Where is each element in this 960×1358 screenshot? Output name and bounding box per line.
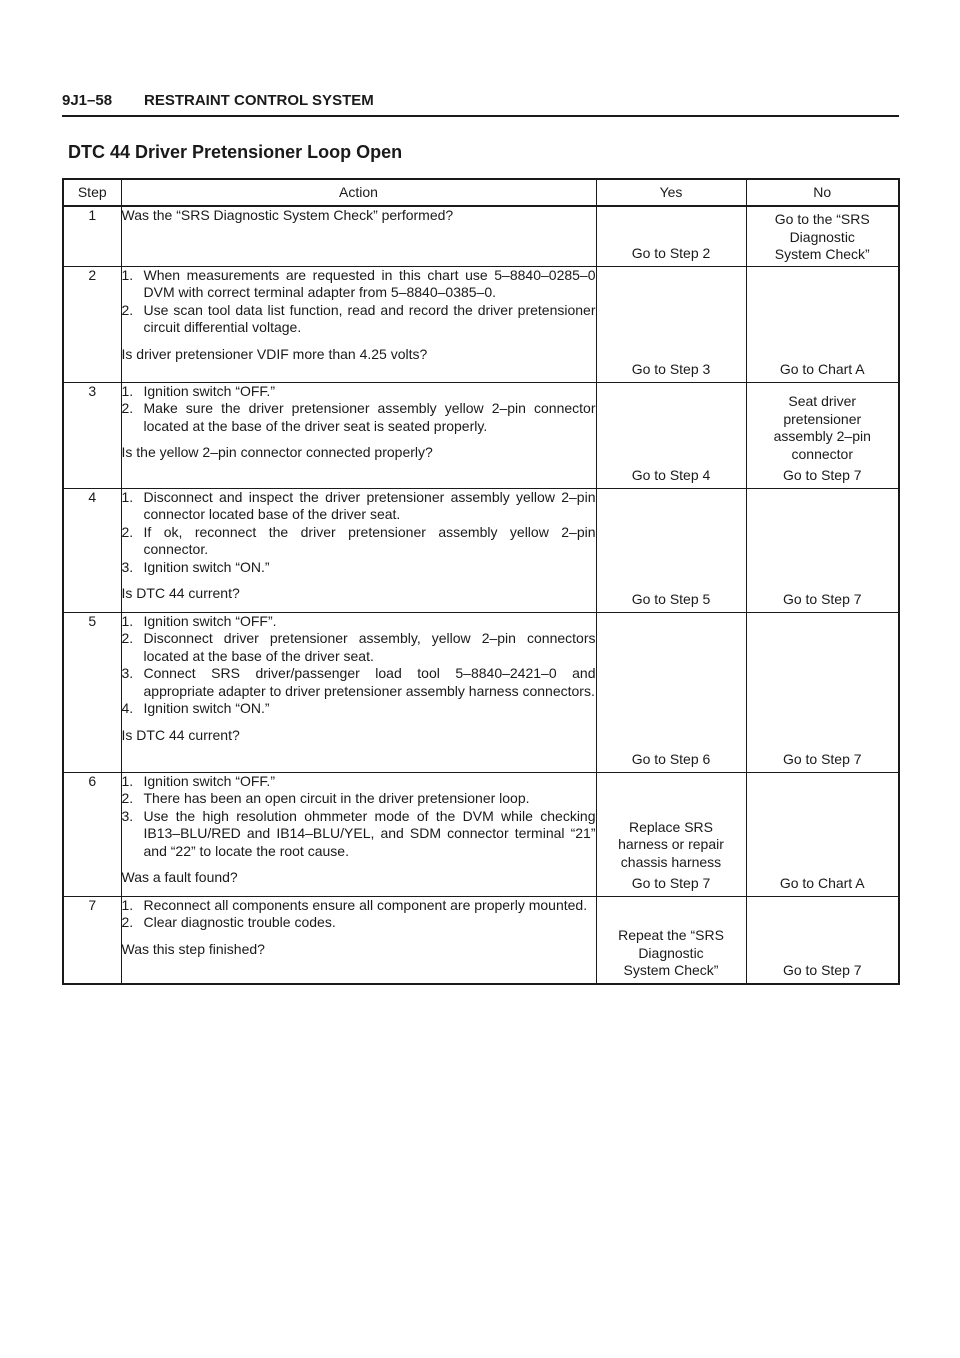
no-note-line: connector [791,445,853,462]
instruction-item [122,897,596,915]
yes-note [597,819,746,872]
no-cell [746,896,899,984]
instruction-text: There has been an open circuit in the driver pretensioner loop. [143,790,530,806]
table-header-row [63,179,899,206]
action-cell [121,488,596,612]
instruction-number: 4. [121,700,134,716]
step-number: 5 [63,612,121,772]
instruction-item [122,489,596,524]
instruction-text: Ignition switch “OFF”. [143,612,277,629]
instruction-number: 1. [121,266,134,283]
table-row [63,612,899,772]
instruction-number: 1. [121,612,134,629]
step-number: 7 [63,896,121,984]
yes-note-line: System Check” [623,962,719,979]
instruction-number: 2. [121,914,134,930]
step-number: 6 [63,772,121,896]
action-question: Is the yellow 2–pin connector connected properly? [121,444,433,460]
instruction-text: Reconnect all components ensure all component are properly mounted. [143,896,588,913]
column-header-step: Step [63,179,121,206]
page-title: DTC 44 Driver Pretensioner Loop Open [68,142,403,162]
no-cell [746,266,899,382]
action-cell [121,612,596,772]
yes-result: Go to Step 7 [631,874,711,891]
yes-cell [596,772,746,896]
yes-result: Go to Step 5 [631,590,711,607]
instruction-list [122,383,596,436]
instruction-number: 1. [121,896,134,913]
instruction-text: Clear diagnostic trouble codes. [143,914,336,930]
no-note-line: pretensioner [783,410,862,427]
no-result: Go to Step 7 [782,962,862,979]
action-question: Was this step finished? [121,940,265,957]
instruction-text: When measurements are requested in this chart use 5–8840–0285–0 DVM with correct terminal adapter from 5–8840–0385–0. [143,266,596,300]
table-row [63,896,899,984]
instruction-number: 3. [121,665,134,681]
table-row [63,206,899,266]
instruction-text: Use scan tool data list function, read and record the driver pretensioner circuit differential voltage. [143,301,596,335]
step-number: 4 [63,488,121,612]
step-number: 1 [63,206,121,266]
instruction-item [122,524,596,559]
no-note-line: Go to the “SRS [774,211,870,228]
instruction-number: 2. [121,790,134,806]
action-cell [121,382,596,488]
instruction-list [122,897,596,932]
no-note [747,393,899,463]
instruction-number: 2. [121,630,134,646]
column-header-action: Action [121,179,596,206]
instruction-text: Connect SRS driver/passenger load tool 5–8840–2421–0 and appropriate adapter to driver pretensioner assembly harness connectors. [143,665,596,699]
step-number: 2 [63,266,121,382]
instruction-number: 2. [121,400,134,416]
instruction-text: Ignition switch “OFF.” [143,382,275,399]
instruction-number: 2. [121,523,134,540]
yes-note-line: Replace SRS [628,818,714,835]
yes-result: Go to Step 6 [631,750,711,767]
page-header [62,92,898,109]
instruction-text: Disconnect driver pretensioner assembly, yellow 2–pin connectors located at the base of the driver seat. [143,630,596,664]
no-result: Go to Chart A [779,874,865,891]
no-result: Go to Step 7 [782,590,862,607]
yes-cell [596,382,746,488]
yes-note-line: Repeat the “SRS [618,927,724,944]
no-result: Go to Step 7 [782,466,862,483]
instruction-text: Disconnect and inspect the driver pretensioner assembly yellow 2–pin connector located base of the driver seat. [143,488,596,522]
instruction-text: Make sure the driver pretensioner assembly yellow 2–pin connector located at the base of the driver seat is seated properly. [143,400,596,434]
instruction-number: 3. [121,807,134,824]
action-question: Is DTC 44 current? [121,726,240,743]
action-question: Was a fault found? [121,869,238,885]
yes-cell [596,612,746,772]
action-question: Is DTC 44 current? [121,585,240,601]
instruction-number: 1. [121,488,134,505]
action-cell [121,772,596,896]
table-row [63,382,899,488]
instruction-number: 3. [121,558,134,575]
instruction-item [122,302,596,337]
no-note-line: assembly 2–pin [773,428,871,444]
no-cell [746,772,899,896]
column-header-yes: Yes [596,179,746,206]
yes-note-line: Diagnostic [638,944,704,961]
no-note [747,211,899,264]
column-header-no: No [746,179,899,206]
section-code: 9J1–58 [62,92,113,109]
yes-note [597,927,746,980]
no-cell [746,382,899,488]
instruction-item [122,665,596,700]
yes-note-line: harness or repair [618,836,724,852]
instruction-list [122,267,596,337]
instruction-list [122,489,596,577]
instruction-item [122,613,596,631]
action-question: Was the “SRS Diagnostic System Check” performed? [121,207,454,223]
instruction-list [122,773,596,861]
yes-cell [596,266,746,382]
instruction-item [122,630,596,665]
instruction-text: Ignition switch “ON.” [143,558,270,575]
table-row [63,266,899,382]
instruction-item [122,914,596,932]
diagnostic-table [62,178,900,985]
yes-cell [596,488,746,612]
no-cell [746,206,899,266]
section-title: RESTRAINT CONTROL SYSTEM [144,92,374,109]
table-row [63,772,899,896]
header-divider [62,115,899,117]
instruction-item [122,700,596,718]
instruction-text: Ignition switch “ON.” [143,700,270,716]
instruction-text: If ok, reconnect the driver pretensioner assembly yellow 2–pin connector. [143,523,596,557]
instruction-list [122,613,596,718]
no-note-line: Diagnostic [789,228,855,245]
action-cell [121,206,596,266]
instruction-text: Ignition switch “OFF.” [143,772,275,789]
table-row [63,488,899,612]
instruction-item [122,773,596,791]
action-cell [121,896,596,984]
instruction-item [122,559,596,577]
instruction-item [122,400,596,435]
yes-note-line: chassis harness [620,853,722,870]
instruction-text: Use the high resolution ohmmeter mode of the DVM while checking IB13–BLU/RED and IB14–BLU/YEL, and SDM connector terminal “21” and “22” to locate the root cause. [143,807,596,859]
instruction-number: 1. [121,382,134,399]
no-note-line: Seat driver [788,393,857,409]
yes-result: Go to Step 4 [631,466,711,483]
no-cell [746,488,899,612]
no-cell [746,612,899,772]
action-cell [121,266,596,382]
no-result: Go to Step 7 [782,750,862,767]
no-result: Go to Chart A [779,360,865,377]
yes-cell [596,896,746,984]
yes-result: Go to Step 3 [631,360,711,377]
instruction-number: 2. [121,301,134,318]
no-note-line: System Check” [774,246,870,263]
instruction-item [122,267,596,302]
action-question: Is driver pretensioner VDIF more than 4.25 volts? [121,345,428,362]
instruction-item [122,808,596,861]
instruction-number: 1. [121,772,134,789]
yes-cell [596,206,746,266]
yes-result: Go to Step 2 [631,244,711,261]
instruction-item [122,383,596,401]
step-number: 3 [63,382,121,488]
instruction-item [122,790,596,808]
